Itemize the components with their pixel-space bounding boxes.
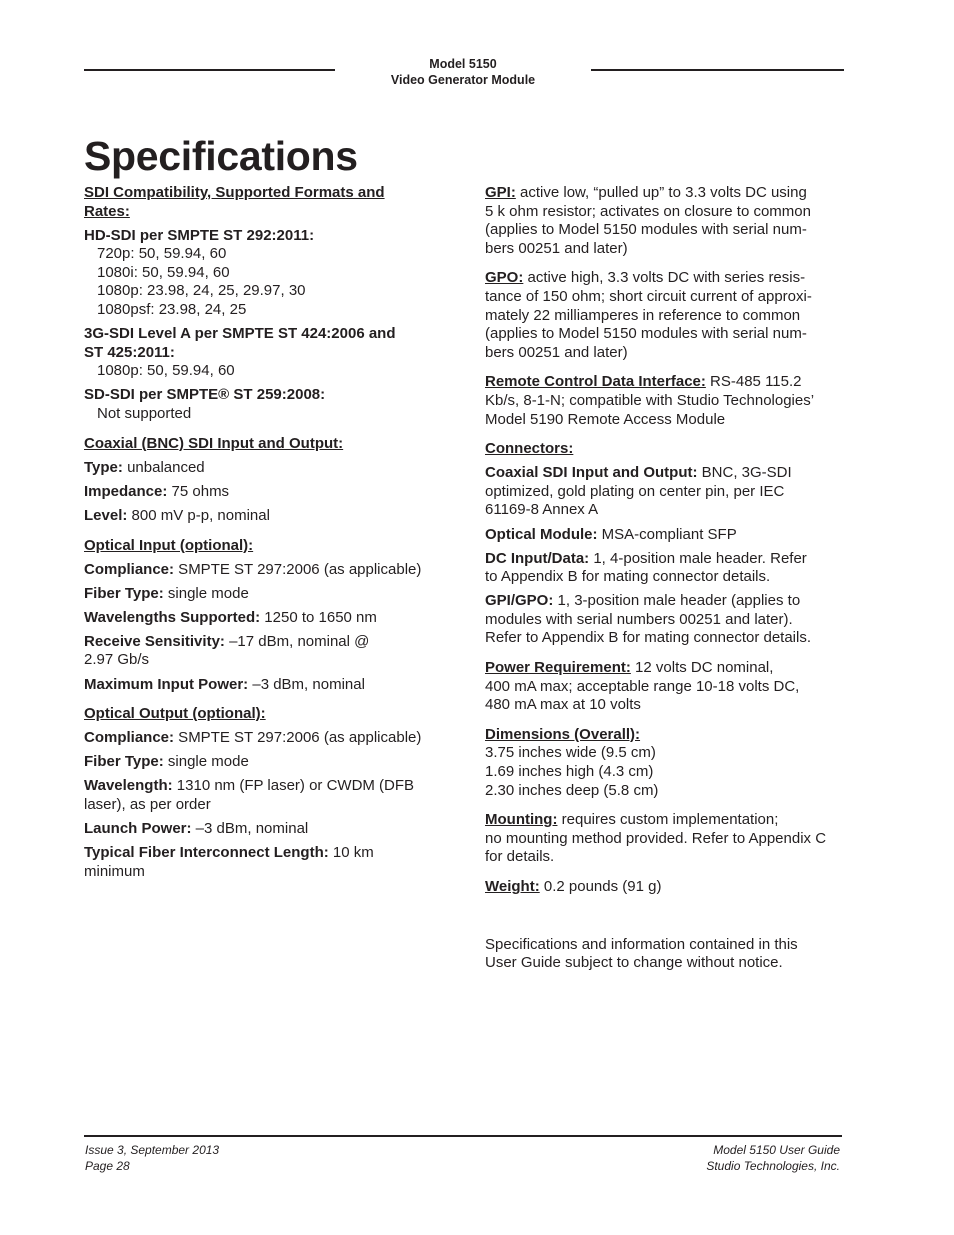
3g-format: 1080p: 50, 59.94, 60: [97, 362, 235, 380]
oo-wavelength: Wavelength: 1310 nm (FP laser) or CWDM (DFB laser), as per order: [84, 777, 415, 814]
coax-impedance: Impedance: 75 ohms: [84, 482, 230, 500]
oi-max-power: Maximum Input Power: –3 dBm, nominal: [84, 675, 365, 693]
sd-sdi-value: Not supported: [97, 405, 192, 423]
footer-left: [85, 1143, 219, 1174]
footer-right: [706, 1143, 840, 1174]
sd-sdi-label: SD-SDI per SMPTE® ST 259:2008:: [84, 386, 326, 404]
gpi-gpo-connector-spec: GPI/GPO: 1, 3-position male header (applies to modules with serial numbers 00251 and later). Refer to Appendix B for mating connector details.: [485, 592, 812, 647]
oo-interconnect-length: Typical Fiber Interconnect Length: 10 km minimum: [84, 844, 374, 880]
footer-company: Studio Technologies, Inc.: [706, 1158, 840, 1173]
footer-page-number: Page 28: [85, 1158, 130, 1173]
dimension-line: 1.69 inches high (4.3 cm): [485, 763, 654, 781]
hd-format: 1080psf: 23.98, 24, 25: [97, 301, 247, 319]
oo-compliance: Compliance: SMPTE ST 297:2006 (as applicable): [84, 729, 422, 747]
oi-wavelengths: Wavelengths Supported: 1250 to 1650 nm: [84, 608, 377, 626]
dimension-line: 2.30 inches deep (5.8 cm): [485, 781, 659, 799]
dc-input-spec: DC Input/Data: 1, 4-position male header. Refer to Appendix B for mating connector details.: [485, 549, 807, 586]
oi-compliance: Compliance: SMPTE ST 297:2006 (as applicable): [84, 560, 422, 578]
right-column: [485, 184, 855, 973]
remote-control-spec: Remote Control Data Interface: RS-485 115.2 Kb/s, 8-1-N; compatible with Studio Technologies’ Model 5190 Remote Access Module: [485, 373, 815, 428]
optical-input-heading: Optical Input (optional):: [84, 536, 254, 554]
sdi-heading: SDI Compatibility, Supported Formats and Rates:: [84, 184, 385, 220]
coax-level: Level: 800 mV p-p, nominal: [84, 506, 270, 524]
header-product: Video Generator Module: [390, 73, 536, 87]
weight-spec: Weight: 0.2 pounds (91 g): [485, 878, 662, 895]
3g-sdi-label: 3G-SDI Level A per SMPTE ST 424:2006 and ST 425:2011:: [84, 325, 396, 361]
optical-output-heading: Optical Output (optional):: [84, 705, 266, 723]
footer-issue: Issue 3, September 2013: [85, 1143, 220, 1157]
change-notice: Specifications and information contained in this User Guide subject to change without notice.: [485, 935, 798, 972]
hd-format: 720p: 50, 59.94, 60: [97, 245, 227, 263]
oo-launch-power: Launch Power: –3 dBm, nominal: [84, 820, 309, 838]
footer-rule: [84, 1135, 842, 1137]
hd-sdi-label: HD-SDI per SMPTE ST 292:2011:: [84, 226, 315, 244]
hd-format: 1080p: 23.98, 24, 25, 29.97, 30: [97, 282, 306, 300]
coax-type: Type: unbalanced: [84, 458, 205, 476]
dimensions-heading: Dimensions (Overall):: [485, 725, 641, 743]
running-header: [335, 56, 591, 88]
power-spec: Power Requirement: 12 volts DC nominal, 400 mA max; acceptable range 10-18 volts DC, 480 mA max at 10 volts: [485, 659, 800, 714]
oi-fiber-type: Fiber Type: single mode: [84, 584, 249, 602]
coax-connector-spec: Coaxial SDI Input and Output: BNC, 3G-SDI optimized, gold plating on center pin, per IEC 61169-8 Annex A: [485, 464, 792, 519]
oo-fiber-type: Fiber Type: single mode: [84, 753, 249, 771]
header-rule-right: [591, 69, 844, 71]
coax-heading: Coaxial (BNC) SDI Input and Output:: [84, 434, 344, 452]
page-title: Specifications: [84, 133, 358, 179]
header-model: Model 5150: [429, 57, 497, 71]
gpo-spec: GPO: active high, 3.3 volts DC with series resis- tance of 150 ohm; short circuit current of approxi- mately 22 milliamperes in reference to common (applies to Model 5150 modules with serial num- bers 00251 and later): [485, 269, 812, 361]
dimension-line: 3.75 inches wide (9.5 cm): [485, 744, 656, 762]
mounting-spec: Mounting: requires custom implementation; no mounting method provided. Refer to Appendix C for details.: [485, 811, 827, 866]
connectors-heading: Connectors:: [485, 440, 574, 458]
left-column: [84, 184, 454, 881]
optical-module-spec: Optical Module: MSA-compliant SFP: [485, 525, 737, 543]
gpi-spec: GPI: active low, “pulled up” to 3.3 volts DC using 5 k ohm resistor; activates on closure to common (applies to Model 5150 modules with serial num- bers 00251 and later): [485, 184, 811, 257]
header-rule-left: [84, 69, 335, 71]
footer-guide-title: Model 5150 User Guide: [713, 1143, 840, 1157]
oi-sensitivity: Receive Sensitivity: –17 dBm, nominal @ 2.97 Gb/s: [84, 632, 370, 669]
hd-format: 1080i: 50, 59.94, 60: [97, 263, 230, 281]
